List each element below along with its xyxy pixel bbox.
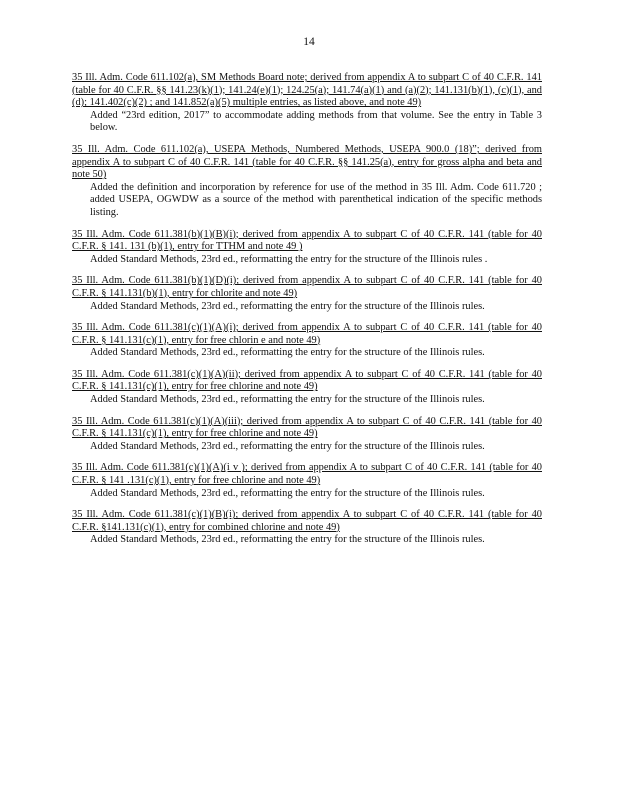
amendment-entry: [72, 416, 542, 454]
entry-citation: 35 Ill. Adm. Code 611.381(c)(1)(A)(ii); derived from appendix A to subpart C of 40 C.F.R. 141 (table for 40 C.F.R. § 141.131(c)(1), entry for free chlorine and note 49): [72, 368, 542, 393]
entry-citation: 35 Ill. Adm. Code 611.381(b)(1)(B)(i); derived from appendix A to subpart C of 40 C.F.R. 141 (table for 40 C.F.R. § 141. 131 (b)(1), entry for TTHM and note 49 ): [72, 228, 542, 253]
amendment-entry: [72, 144, 542, 220]
entry-citation: 35 Ill. Adm. Code 611.381(b)(1)(D)(i); derived from appendix A to subpart C of 40 C.F.R. 141 (table for 40 C.F.R. § 141.131(b)(1), entry for chlorite and note 49): [72, 275, 542, 299]
amendment-list: [72, 72, 542, 556]
entry-note: Added “23rd edition, 2017” to accommodate adding methods from that volume. See the entry in Table 3 below.: [90, 109, 542, 134]
page-number: 14: [303, 36, 315, 48]
amendment-entry: [72, 509, 542, 547]
entry-citation: 35 Ill. Adm. Code 611.102(a), SM Methods Board note; derived from appendix A to subpart C of 40 C.F.R. 141 (table for 40 C.F.R. §§ 141.23(k)(1); 141.24(e)(1); 124.25(a); 141.74(a)(1) and (a)(2); 141.131(b)(1), (c)(1), and (d); 141.402(c)(2) ; and 141.852(a)(5) multiple entries, as listed above, and note 49): [72, 72, 542, 109]
entry-note: Added Standard Methods, 23rd ed., reformatting the entry for the structure of the Illinois rules.: [90, 440, 485, 452]
entry-citation: 35 Ill. Adm. Code 611.381(c)(1)(B)(i); derived from appendix A to subpart C of 40 C.F.R. 141 (table for 40 C.F.R. §141.131(c)(1), entry for combined chlorine and note 49): [72, 509, 542, 533]
entry-note: Added Standard Methods, 23rd ed., reformatting the entry for the structure of the Illinois rules.: [90, 534, 485, 546]
amendment-entry: [72, 229, 542, 267]
entry-note: Added Standard Methods, 23rd ed., reformatting the entry for the structure of the Illinois rules.: [90, 487, 485, 499]
amendment-entry: [72, 369, 542, 407]
amendment-entry: [72, 72, 542, 135]
amendment-entry: [72, 275, 542, 313]
entry-citation: 35 Ill. Adm. Code 611.381(c)(1)(A)(i v ); derived from appendix A to subpart C of 40 C.F.R. 141 (table for 40 C.F.R. § 141 .131(c)(1), entry for free chlorine and note 49): [72, 462, 542, 487]
entry-citation: 35 Ill. Adm. Code 611.381(c)(1)(A)(i); derived from appendix A to subpart C of 40 C.F.R. 141 (table for 40 C.F.R. § 141.131(c)(1), entry for free chlorin e and note 49): [72, 322, 542, 346]
entry-note: Added Standard Methods, 23rd ed., reformatting the entry for the structure of the Illinois rules.: [90, 300, 485, 312]
entry-note: Added Standard Methods, 23rd ed., reformatting the entry for the structure of the Illinois rules.: [90, 394, 485, 406]
amendment-entry: [72, 462, 542, 500]
entry-note: Added Standard Methods, 23rd ed., reformatting the entry for the structure of the Illinois rules .: [90, 253, 488, 265]
entry-note: Added the definition and incorporation by reference for use of the method in 35 Ill. Adm. Code 611.720 ; added USEPA, OGWDW as a source of the method with parenthetical indication of the specific methods listing.: [90, 181, 542, 218]
entry-citation: 35 Ill. Adm. Code 611.102(a), USEPA Methods, Numbered Methods, USEPA 900.0 (18)”; derived from appendix A to subpart C of 40 C.F.R. 141 (table for 40 C.F.R. §§ 141.25(a), entry for gross alpha and beta and note 50): [72, 143, 542, 181]
entry-note: Added Standard Methods, 23rd ed., reformatting the entry for the structure of the Illinois rules.: [90, 347, 485, 359]
entry-citation: 35 Ill. Adm. Code 611.381(c)(1)(A)(iii); derived from appendix A to subpart C of 40 C.F.R. 141 (table for 40 C.F.R. § 141.131(c)(1), entry for free chlorine and note 49): [72, 415, 542, 440]
amendment-entry: [72, 322, 542, 360]
